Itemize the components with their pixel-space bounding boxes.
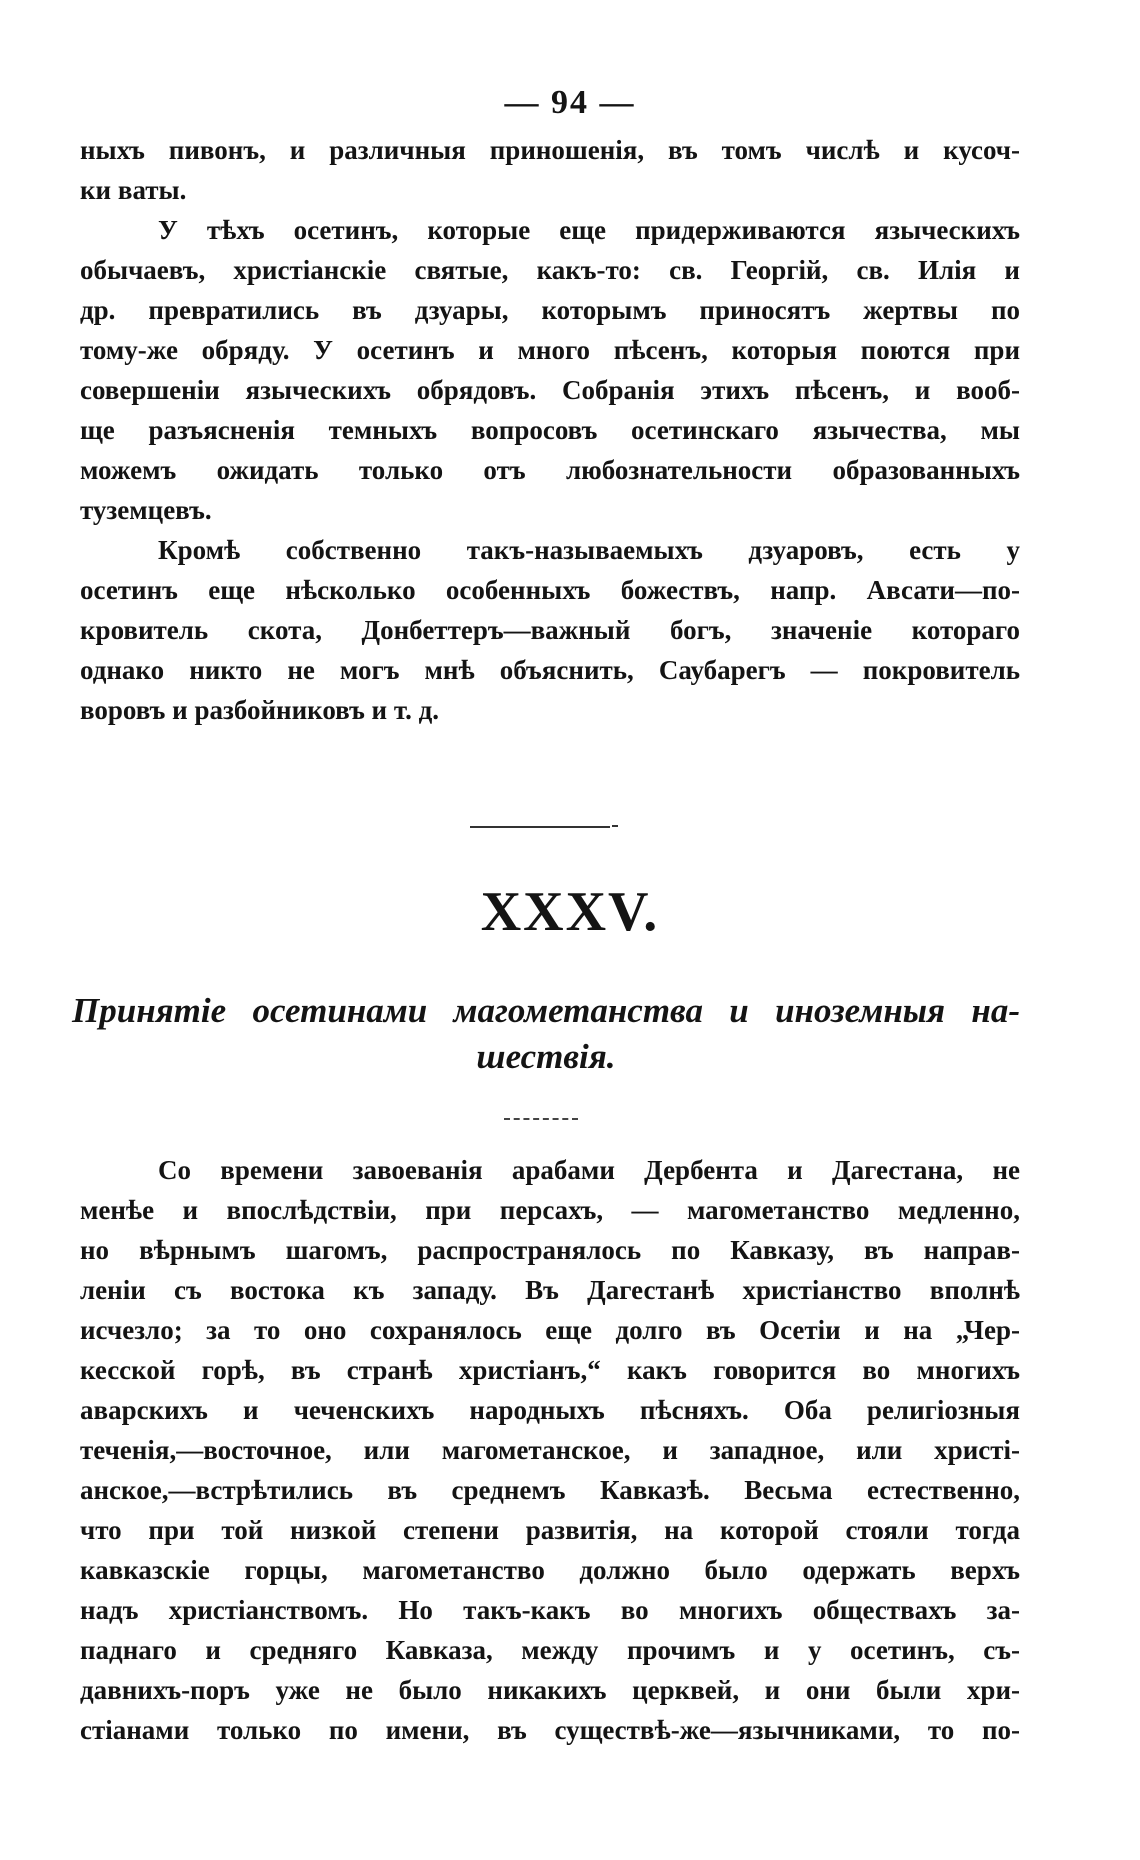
paragraph: [80, 1150, 1020, 1750]
text-line: стіанами только по имени, въ существѣ-же—язычниками, то по-: [80, 1715, 1020, 1745]
paragraph: [80, 530, 1020, 730]
text-line: можемъ ожидать только отъ любознательности образованныхъ: [80, 455, 1020, 485]
text-line: совершеніи языческихъ обрядовъ. Собранія этихъ пѣсенъ, и вооб-: [80, 375, 1020, 405]
text-line: что при той низкой степени развитія, на которой стояли тогда: [80, 1515, 1020, 1545]
chapter-number: XXXV.: [480, 881, 660, 943]
text-line: надъ христіанствомъ. Но такъ-какъ во многихъ обществахъ за-: [80, 1595, 1020, 1625]
page-number: — 94 —: [504, 84, 636, 121]
text-line: паднаго и средняго Кавказа, между прочимъ и у осетинъ, съ-: [80, 1635, 1020, 1665]
section-divider-dot: [612, 825, 618, 827]
text-line: тому-же обряду. У осетинъ и много пѣсенъ, которыя поются при: [80, 335, 1020, 365]
text-line: но вѣрнымъ шагомъ, распространялось по Кавказу, въ направ-: [80, 1235, 1020, 1265]
text-line: аварскихъ и чеченскихъ народныхъ пѣсняхъ. Оба религіозныя: [80, 1395, 1020, 1425]
text-line: Кромѣ собственно такъ-называемыхъ дзуаровъ, есть у: [158, 535, 1020, 565]
text-line: Со времени завоеванія арабами Дербента и Дагестана, не: [158, 1155, 1020, 1185]
text-line: обычаевъ, христіанскіе святые, какъ-то: св. Георгій, св. Илія и: [80, 255, 1020, 285]
text-line: однако никто не могъ мнѣ объяснить, Саубарегъ — покровитель: [80, 655, 1020, 685]
text-line: У тѣхъ осетинъ, которые еще придерживаются языческихъ: [158, 215, 1020, 245]
text-line: ныхъ пивонъ, и различныя приношенія, въ томъ числѣ и кусоч-: [80, 135, 1020, 165]
chapter-title-line: шествія.: [476, 1037, 616, 1076]
text-line: кровитель скота, Донбеттеръ—важный богъ, значеніе котораго: [80, 615, 1020, 645]
chapter-title-line: Принятіе осетинами магометанства и иноземныя на-: [72, 991, 1020, 1030]
section-divider: [470, 826, 610, 828]
text-line: анское,—встрѣтились въ среднемъ Кавказѣ. Весьма естественно,: [80, 1475, 1020, 1505]
text-line: менѣе и впослѣдствіи, при персахъ, — магометанство медленно,: [80, 1195, 1020, 1225]
paragraph: [80, 210, 1020, 530]
text-line: кавказскіе горцы, магометанство должно было одержать верхъ: [80, 1555, 1020, 1585]
chapter-title: [72, 988, 1020, 1080]
text-line: леніи съ востока къ западу. Въ Дагестанѣ христіанство вполнѣ: [80, 1275, 1020, 1305]
text-line: др. превратились въ дзуары, которымъ приносятъ жертвы по: [80, 295, 1020, 325]
text-line: теченія,—восточное, или магометанское, и западное, или христі-: [80, 1435, 1020, 1465]
text-line: исчезло; за то оно сохранялось еще долго въ Осетіи и на „Чер-: [80, 1315, 1020, 1345]
text-block-bottom: [80, 1150, 1020, 1750]
text-line: давнихъ-поръ уже не было никакихъ церквей, и они были хри-: [80, 1675, 1020, 1705]
text-block-top: [80, 130, 1020, 730]
text-line: ки ваты.: [80, 175, 187, 205]
text-line: кесской горѣ, въ странѣ христіанъ,“ какъ говорится во многихъ: [80, 1355, 1020, 1385]
text-line: осетинъ еще нѣсколько особенныхъ божествъ, напр. Авсати—по-: [80, 575, 1020, 605]
text-line: ще разъясненія темныхъ вопросовъ осетинскаго язычества, мы: [80, 415, 1020, 445]
title-divider: [504, 1118, 578, 1120]
text-line: воровъ и разбойниковъ и т. д.: [80, 695, 440, 725]
text-line: туземцевъ.: [80, 495, 212, 525]
paragraph: [80, 130, 1020, 210]
